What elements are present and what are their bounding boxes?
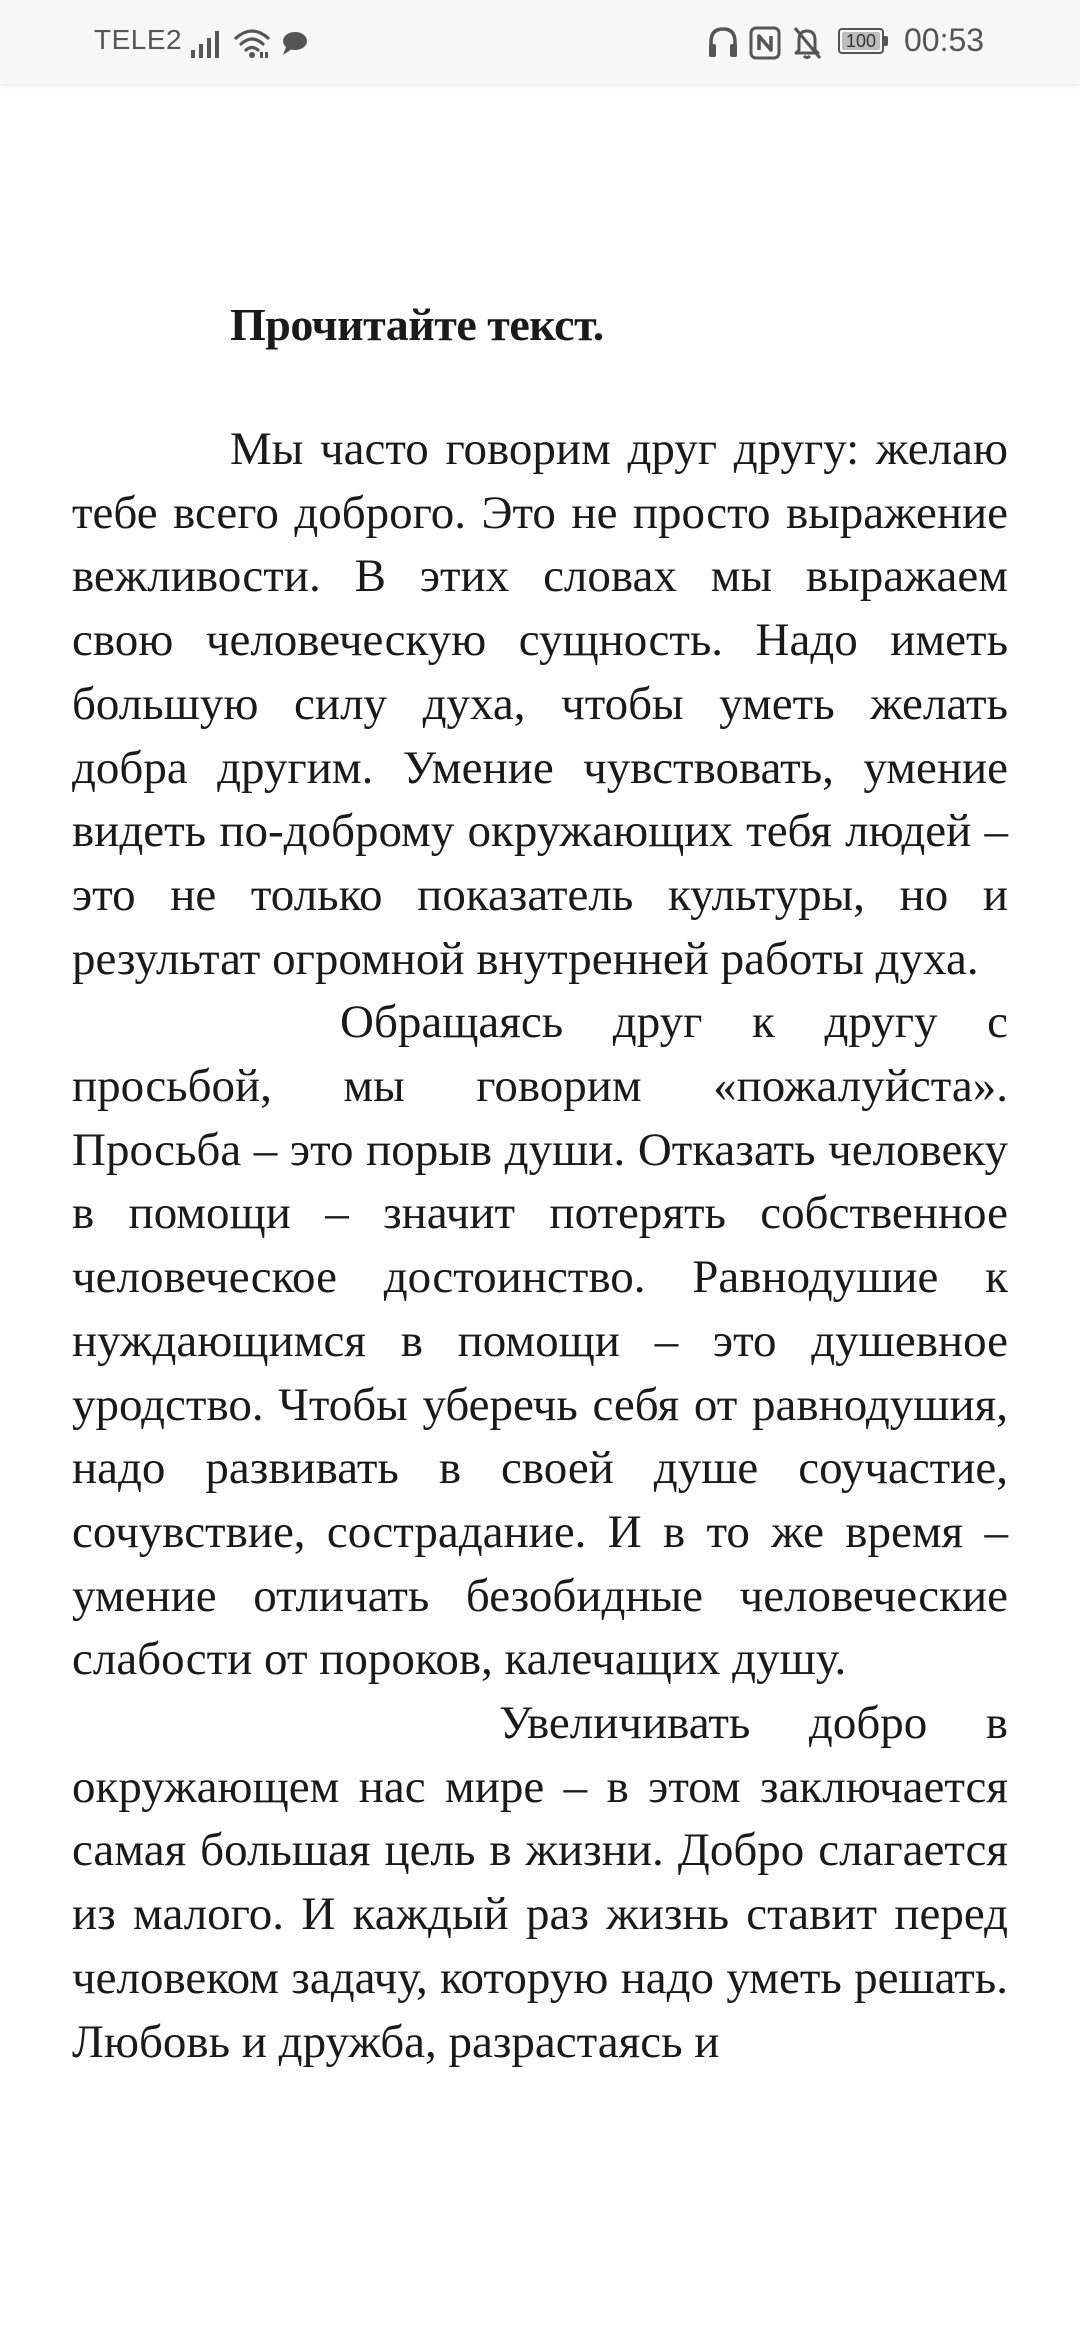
wifi-icon: [232, 20, 272, 64]
clock: 00:53: [904, 22, 985, 58]
nfc-icon: [748, 20, 782, 64]
message-icon: [280, 20, 310, 64]
status-bar: [0, 0, 1080, 84]
battery-icon: [838, 28, 890, 56]
notifications-off-icon: [790, 20, 824, 64]
document-body: [72, 290, 1008, 2074]
paragraph: Обращаясь друг к другу с просьбой, мы говорим «пожалуйста». Просьба – это порыв души. Отказать человеку в помощи – значит потерять собственное человеческое достоинство. Равнодушие к нуждающимся в помощи – это душевное уродство. Чтобы уберечь себя от равнодушия, надо развивать в своей душе соучастие, сочувствие, сострадание. И в то же время – умение отличать безобидные человеческие слабости от пороков, калечащих душу.: [72, 996, 1008, 1686]
carrier-name: TELE2: [94, 24, 183, 55]
paragraph: Увеличивать добро в окружающем нас мире – в этом заключается самая большая цель в жизни. Добро слагается из малого. И каждый раз жизнь ставит перед человеком задачу, которую надо уметь решать. Любовь и дружба, разрастаясь и: [72, 1697, 1008, 2068]
battery-percent: 100: [845, 31, 877, 51]
paragraph: Мы часто говорим друг другу: желаю тебе всего доброго. Это не просто выражение вежливости. В этих словах мы выражаем свою человеческую сущность. Надо иметь большую силу духа, чтобы уметь желать добра другим. Умение чувствовать, умение видеть по-доброму окружающих тебя людей – это не только показатель культуры, но и результат огромной внутренней работы духа.: [72, 423, 1008, 985]
document-title: Прочитайте текст.: [230, 299, 604, 350]
signal-icon: [190, 20, 224, 64]
headphones-icon: [706, 20, 740, 64]
